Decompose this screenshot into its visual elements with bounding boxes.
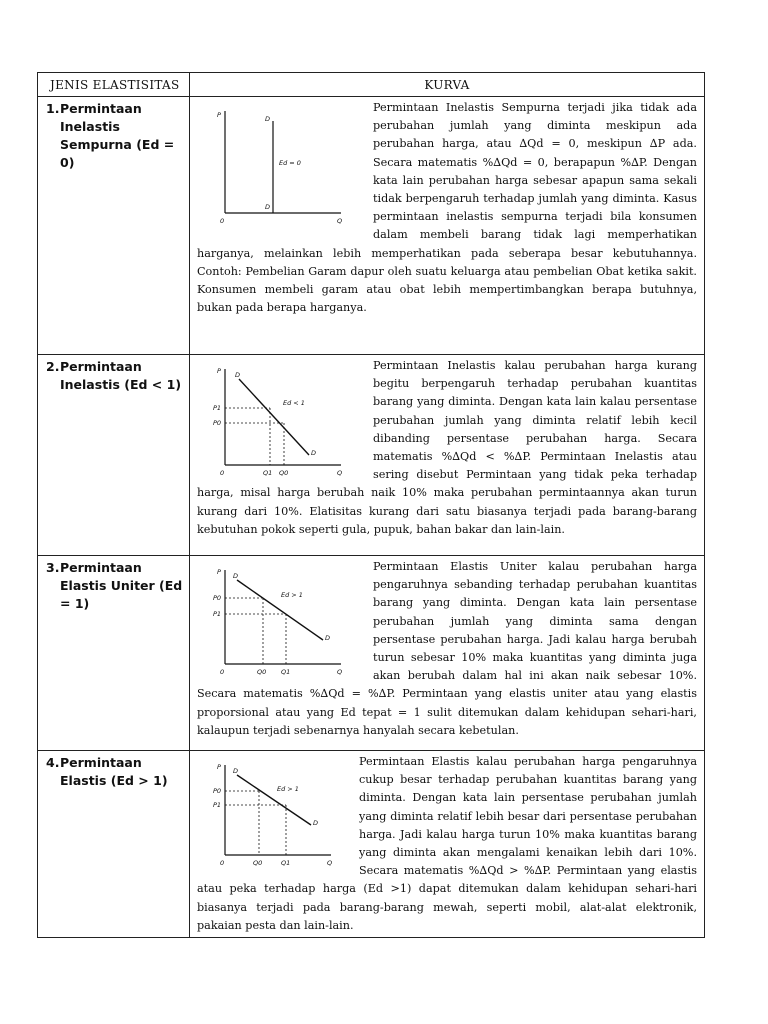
curve-top-label: D: [235, 371, 241, 379]
elasticity-table: [37, 72, 705, 938]
origin-label: 0: [220, 469, 225, 477]
x-axis-label: Q: [327, 859, 333, 867]
row-curve-cell: [190, 97, 705, 355]
y-axis-label: P: [217, 568, 221, 576]
x-axis-label: Q: [337, 217, 343, 225]
curve-bottom-label: D: [265, 203, 271, 211]
row-title: Permintaan Elastis Uniter (Ed = 1): [60, 560, 183, 611]
row-number: 1.: [46, 101, 60, 116]
price-high-label: P1: [213, 404, 222, 412]
quantity-right-label: Q1: [281, 859, 291, 867]
row-curve-cell: [190, 556, 705, 751]
table-row: [38, 556, 705, 751]
curve-elasticity-label: Ed > 1: [281, 591, 303, 599]
demand-curve: [239, 379, 309, 455]
curve-elasticity-label: Ed < 1: [283, 399, 305, 407]
row-description: Permintaan Inelastis kalau perubahan harga kurang begitu berpengaruh terhadap perubahan kuantitas barang yang diminta. Dengan kata lain kalau persentase perubahan jumlah yang diminta relatif lebih kecil dibanding persentase perubahan harga. Secara matematis %∆Qd < %∆P. Permintaan Inelastis atau sering disebut Permintaan yang tidak peka terhadap harga, misal harga berubah naik 10% maka perubahan permintaannya akan turun kurang dari 10%. Elatisitas kurang dari satu biasanya terjadi pada barang-barang kebutuhan pokok seperti gula, pupuk, bahan bakar dan lain-lain.: [197, 359, 697, 536]
table-row: [38, 355, 705, 556]
curve-bottom-label: D: [311, 449, 317, 457]
curve-elasticity-label: Ed = 0: [279, 159, 301, 167]
y-axis-label: P: [217, 111, 221, 119]
price-low-label: P1: [213, 610, 222, 618]
header-kurva: KURVA: [190, 73, 705, 97]
price-high-label: P0: [213, 594, 222, 602]
quantity-left-label: Q1: [263, 469, 273, 477]
quantity-right-label: Q0: [279, 469, 289, 477]
header-jenis-elastisitas: JENIS ELASTISITAS: [38, 73, 190, 97]
demand-curve: [237, 775, 311, 825]
curve-elasticity-label: Ed > 1: [277, 785, 299, 793]
curve-bottom-label: D: [313, 819, 319, 827]
table-header-row: [38, 73, 705, 97]
perfectly-inelastic-demand-graph: [213, 105, 363, 231]
row-type-cell: [38, 751, 190, 938]
x-axis-label: Q: [337, 668, 343, 676]
y-axis-label: P: [217, 367, 221, 375]
row-number: 2.: [46, 359, 60, 374]
demand-curve: [237, 580, 323, 640]
row-number: 4.: [46, 755, 60, 770]
elastic-demand-graph: [213, 759, 349, 871]
curve-top-label: D: [233, 767, 239, 775]
row-description: Permintaan Elastis kalau perubahan harga pengaruhnya cukup besar terhadap perubahan kuantitas barang yang diminta. Dengan kata lain persentase perubahan jumlah yang diminta relatif lebih besar dari persentase perubahan harga. Jadi kalau harga turun 10% maka kuantitas barang yang diminta akan mengalami kenaikan lebih dari 10%. Secara matematis %∆Qd > %∆P. Permintaan yang elastis atau peka terhadap harga (Ed >1) dapat ditemukan dalam kehidupan sehari-hari biasanya terjadi pada barang-barang mewah, seperti mobil, alat-alat elektronik, pakaian pesta dan lain-lain.: [197, 755, 697, 932]
row-type-cell: [38, 556, 190, 751]
quantity-left-label: Q0: [253, 859, 263, 867]
row-number: 3.: [46, 560, 60, 575]
price-high-label: P0: [213, 787, 222, 795]
row-curve-cell: [190, 355, 705, 556]
curve-bottom-label: D: [325, 634, 331, 642]
y-axis-label: P: [217, 763, 221, 771]
row-type-cell: [38, 97, 190, 355]
quantity-left-label: Q0: [257, 668, 267, 676]
price-low-label: P0: [213, 419, 222, 427]
origin-label: 0: [220, 217, 225, 225]
origin-label: 0: [220, 859, 225, 867]
row-title: Permintaan Inelastis Sempurna (Ed = 0): [60, 101, 175, 170]
row-title: Permintaan Elastis (Ed > 1): [60, 755, 168, 788]
row-title: Permintaan Inelastis (Ed < 1): [60, 359, 182, 392]
curve-top-label: D: [265, 115, 271, 123]
inelastic-demand-graph: [213, 363, 363, 483]
row-description: Permintaan Elastis Uniter kalau perubahan harga pengaruhnya sebanding terhadap perubahan kuantitas barang yang diminta. Dengan kata lain persentase perubahan jumlah yang diminta sama dengan persentase perubahan harga. Jadi kalau harga berubah turun sebesar 10% maka kuantitas yang diminta juga akan berubah dalam hal ini akan naik sebesar 10%. Secara matematis %∆Qd = %∆P. Permintaan yang elastis uniter atau yang elastis proporsional atau yang Ed tepat = 1 sulit ditemukan dalam kehidupan sehari-hari, kalaupun terjadi sebenarnya hanyalah secara kebetulan.: [197, 560, 697, 737]
unitary-elastic-demand-graph: [213, 564, 363, 680]
quantity-right-label: Q1: [281, 668, 291, 676]
price-low-label: P1: [213, 801, 222, 809]
row-type-cell: [38, 355, 190, 556]
origin-label: 0: [220, 668, 225, 676]
row-curve-cell: [190, 751, 705, 938]
table-row: [38, 751, 705, 938]
x-axis-label: Q: [337, 469, 343, 477]
table-row: [38, 97, 705, 355]
curve-top-label: D: [233, 572, 239, 580]
row-description: Permintaan Inelastis Sempurna terjadi jika tidak ada perubahan jumlah yang diminta meskipun ada perubahan harga, atau ∆Qd = 0, meskipun ∆P ada. Secara matematis %∆Qd = 0, berapapun %∆P. Dengan kata lain perubahan harga sebesar apapun sama sekali tidak berpengaruh terhadap jumlah yang diminta. Kasus permintaan inelastis sempurna terjadi bila konsumen dalam membeli barang tidak lagi memperhatikan harganya, melainkan lebih memperhatikan pada seberapa besar kebutuhannya. Contoh: Pembelian Garam dapur oleh suatu keluarga atau pembelian Obat ketika sakit. Konsumen membeli garam atau obat lebih mempertimbangkan berapa butuhnya, bukan pada berapa harganya.: [197, 101, 697, 315]
